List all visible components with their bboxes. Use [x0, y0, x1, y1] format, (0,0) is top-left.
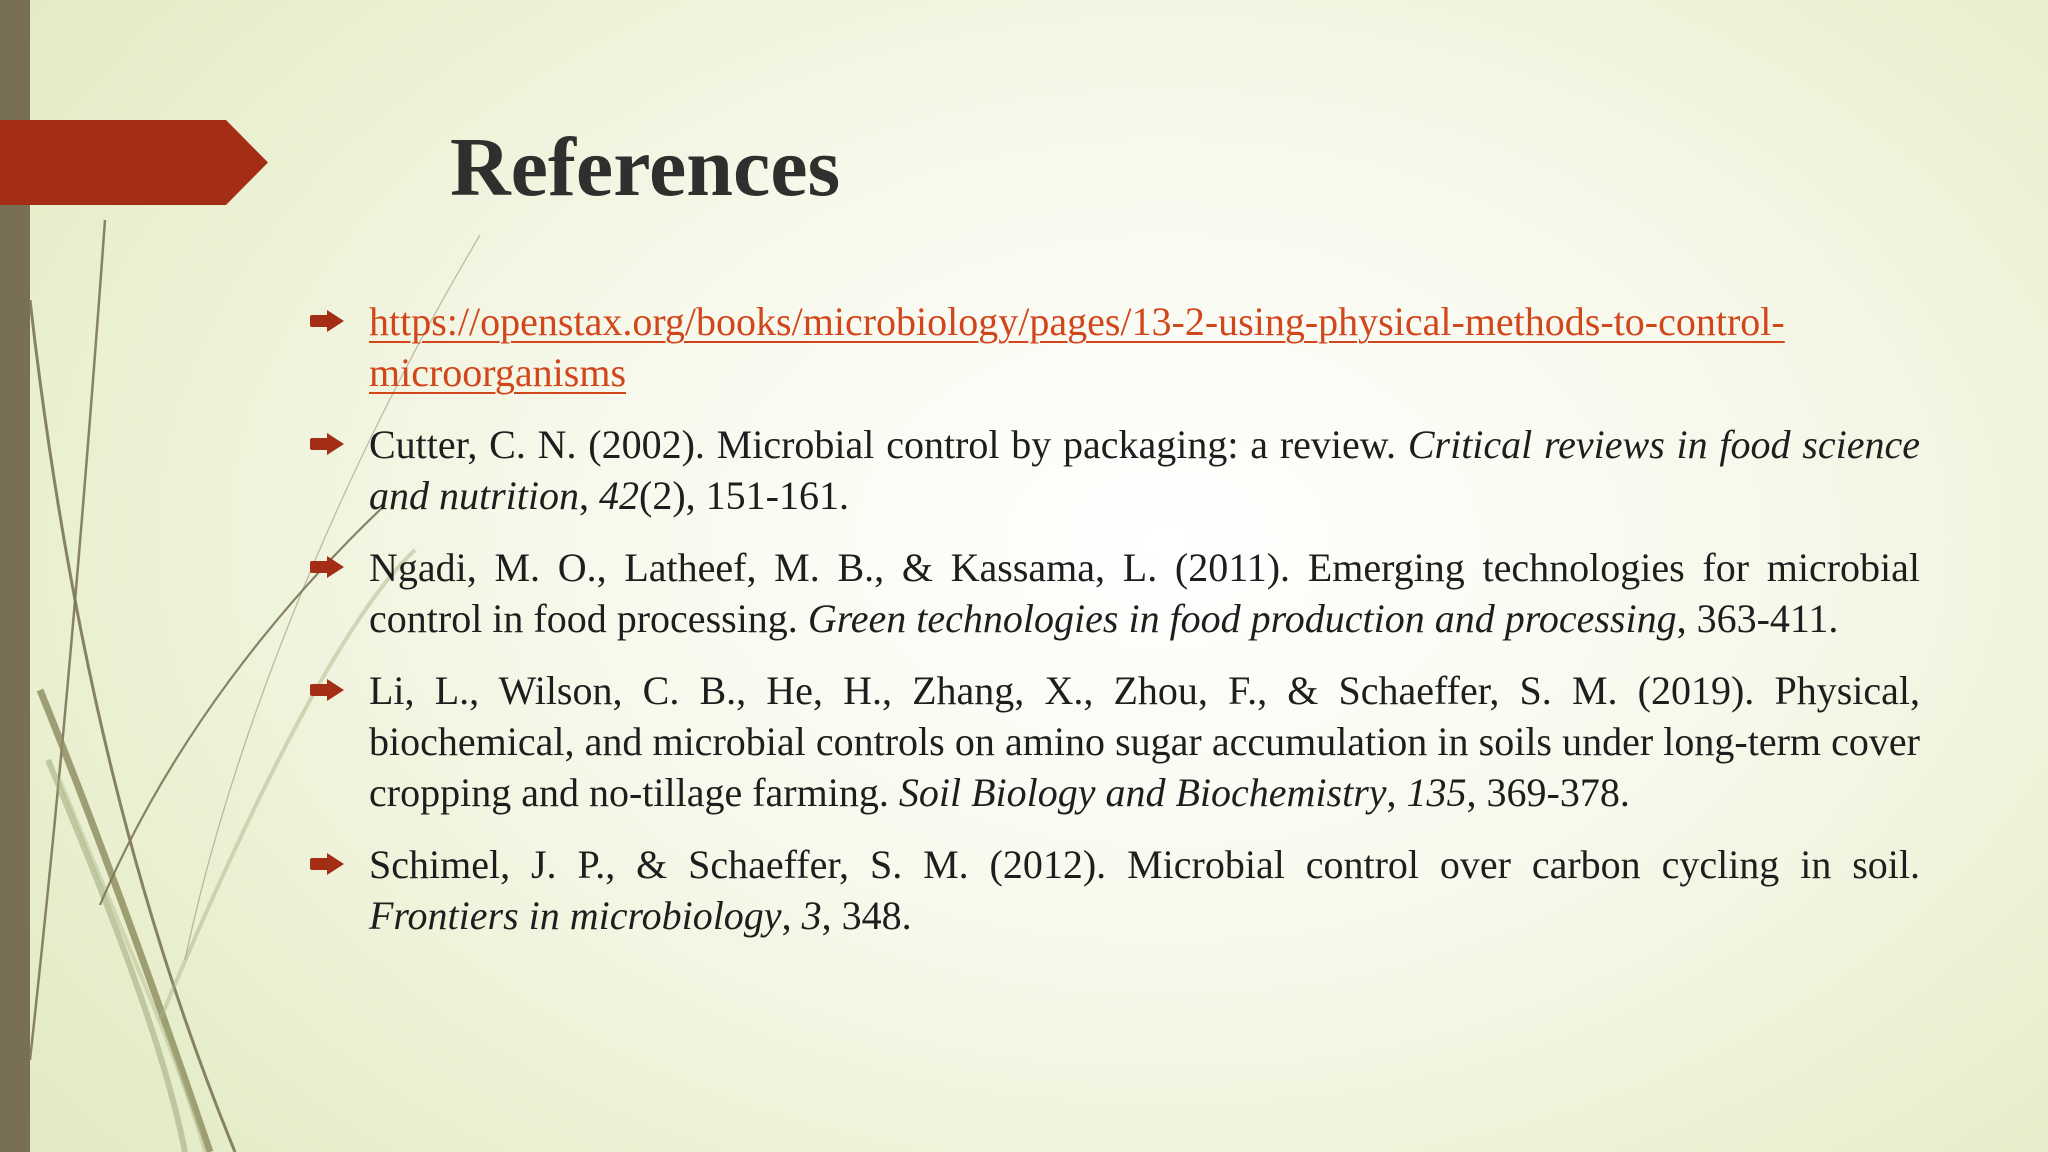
- reference-text: Ngadi, M. O., Latheef, M. B., & Kassama, L. (2011). Emerging technologies for microbial control in food processing.: [369, 545, 1920, 641]
- right-arrow-icon: [310, 853, 344, 875]
- openstax-link-line-1: https://openstax.org/books/microbiology/pages/13-2-using-physical-methods-to-control-: [369, 299, 1785, 344]
- reference-pages: , 363-411.: [1676, 596, 1839, 641]
- reference-pages: , 348.: [821, 893, 912, 938]
- right-arrow-icon: [310, 556, 344, 578]
- title-accent-tab: [0, 120, 268, 205]
- volume-number: 3: [801, 893, 822, 938]
- reference-separator: ,: [781, 893, 802, 938]
- reference-pages: , 369-378.: [1466, 770, 1630, 815]
- page-title: References: [450, 121, 841, 214]
- reference-separator: ,: [579, 473, 600, 518]
- right-arrow-icon: [310, 679, 344, 701]
- reference-item-openstax: [310, 296, 1920, 398]
- reference-item-cutter: [310, 419, 1920, 521]
- book-title: Green technologies in food production and processing: [807, 596, 1677, 641]
- reference-item-schimel: [310, 839, 1920, 941]
- reference-text: Cutter, C. N. (2002). Microbial control by packaging: a review.: [369, 422, 1408, 467]
- journal-title: Critical reviews in food science and nutrition: [369, 422, 1920, 518]
- volume-number: 42: [599, 473, 640, 518]
- openstax-reference-link[interactable]: [369, 299, 1785, 395]
- volume-number: 135: [1406, 770, 1467, 815]
- reference-separator: ,: [1386, 770, 1407, 815]
- reference-text: Schimel, J. P., & Schaeffer, S. M. (2012). Microbial control over carbon cycling in soil.: [369, 842, 1920, 887]
- reference-list: [310, 296, 1920, 962]
- right-arrow-icon: [310, 310, 344, 332]
- reference-item-li: [310, 665, 1920, 818]
- reference-text: Li, L., Wilson, C. B., He, H., Zhang, X., Zhou, F., & Schaeffer, S. M. (2019). Physical, biochemical, and microbial controls on amino sugar accumulation in soils under long-term cover cropping and no-tillage farming.: [369, 668, 1920, 815]
- openstax-link-line-2: microorganisms: [369, 350, 627, 395]
- journal-title: Frontiers in microbiology: [369, 893, 782, 938]
- reference-pages: (2), 151-161.: [639, 473, 849, 518]
- reference-item-ngadi: [310, 542, 1920, 644]
- right-arrow-icon: [310, 433, 344, 455]
- journal-title: Soil Biology and Biochemistry: [898, 770, 1387, 815]
